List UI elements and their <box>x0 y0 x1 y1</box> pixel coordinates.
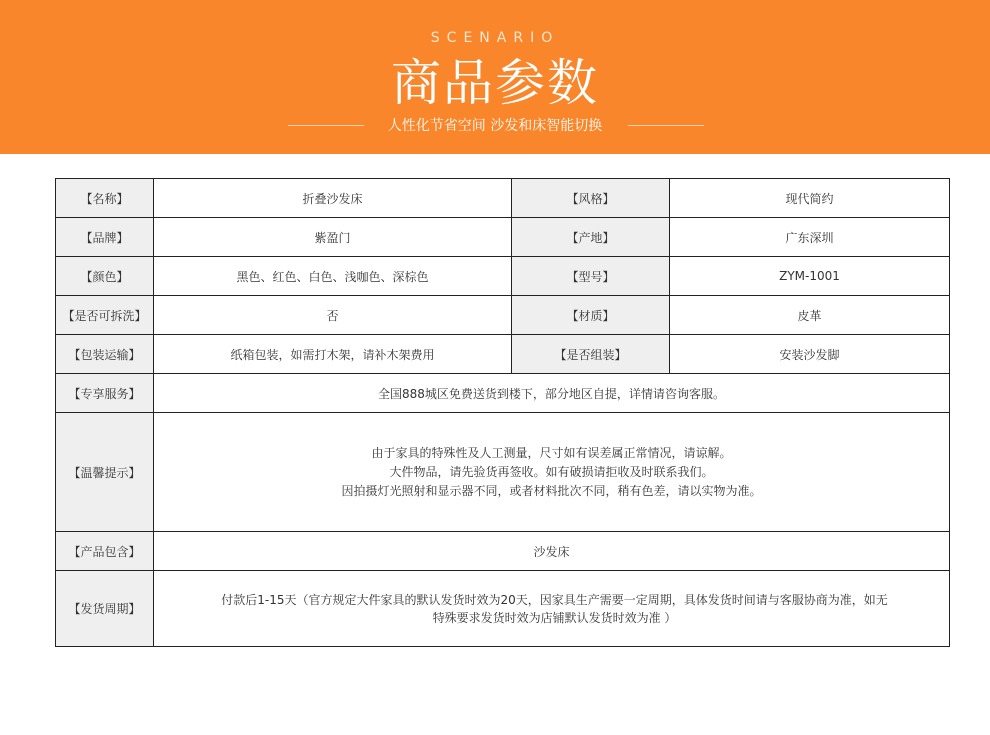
row-label: 【产品包含】 <box>56 532 154 571</box>
row-label: 【是否可拆洗】 <box>56 296 154 335</box>
table-row-package <box>56 532 950 571</box>
row-value: 安装沙发脚 <box>670 335 950 374</box>
subtitle-row <box>0 116 990 136</box>
package-value: 沙发床 <box>154 532 950 571</box>
row-label: 【品牌】 <box>56 218 154 257</box>
row-label: 【风格】 <box>512 179 670 218</box>
row-value: 否 <box>154 296 512 335</box>
tip-line: 大件物品，请先验货再签收。如有破损请拒收及时联系我们。 <box>389 464 714 479</box>
row-value: 广东深圳 <box>670 218 950 257</box>
row-label: 【是否组装】 <box>512 335 670 374</box>
header-banner <box>0 0 990 154</box>
row-label: 【发货周期】 <box>56 571 154 647</box>
row-label: 【包装运输】 <box>56 335 154 374</box>
table-row-service <box>56 374 950 413</box>
row-label: 【温馨提示】 <box>56 413 154 532</box>
row-label: 【材质】 <box>512 296 670 335</box>
row-label: 【专享服务】 <box>56 374 154 413</box>
table-row <box>56 179 950 218</box>
tip-line: 由于家具的特殊性及人工测量，尺寸如有误差属正常情况，请谅解。 <box>371 445 732 460</box>
row-value: 紫盈门 <box>154 218 512 257</box>
table-row <box>56 218 950 257</box>
page-title: 商品参数 <box>391 54 599 112</box>
tip-line: 因拍摄灯光照射和显示器不同，或者材料批次不同，稍有色差，请以实物为准。 <box>341 483 762 498</box>
parameter-table <box>55 178 950 647</box>
shipping-value: 付款后1-15天（官方规定大件家具的默认发货时效为20天，因家具生产需要一定周期，具体发货时间请与客服协商为准，如无特殊要求发货时效为店铺默认发货时效为准 ） <box>154 571 950 647</box>
table-row <box>56 257 950 296</box>
table-row-tips <box>56 413 950 532</box>
table-row-shipping <box>56 571 950 647</box>
row-value: 黑色、红色、白色、浅咖色、深棕色 <box>154 257 512 296</box>
page-subtitle: 人性化节省空间 沙发和床智能切换 <box>387 118 603 134</box>
row-label: 【颜色】 <box>56 257 154 296</box>
row-value: ZYM-1001 <box>670 257 950 296</box>
service-value: 全国888城区免费送货到楼下，部分地区自提，详情请咨询客服。 <box>154 374 950 413</box>
table-row <box>56 296 950 335</box>
row-label: 【产地】 <box>512 218 670 257</box>
row-value: 纸箱包装，如需打木架，请补木架费用 <box>154 335 512 374</box>
row-label: 【名称】 <box>56 179 154 218</box>
tips-value <box>154 413 950 532</box>
row-value: 现代简约 <box>670 179 950 218</box>
subtitle-rule-right <box>628 125 704 126</box>
scenario-label: SCENARIO <box>430 30 560 46</box>
row-value: 皮革 <box>670 296 950 335</box>
table-row <box>56 335 950 374</box>
row-label: 【型号】 <box>512 257 670 296</box>
row-value: 折叠沙发床 <box>154 179 512 218</box>
